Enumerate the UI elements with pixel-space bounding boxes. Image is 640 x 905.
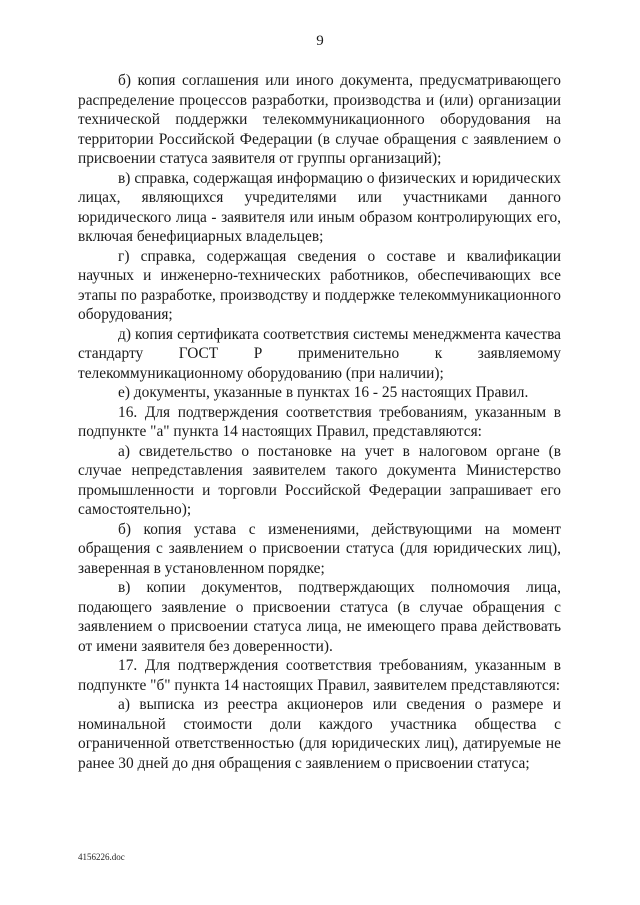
document-body <box>78 71 561 773</box>
paragraph-17a: а) выписка из реестра акционеров или сведения о размере и номинальной стоимости доли каждого участника общества с ограниченной ответственностью (для юридических лиц), датируемые не ранее 30 дней до дня обращения с заявлением о присвоении статуса; <box>78 696 561 772</box>
paragraph-16: 16. Для подтверждения соответствия требованиям, указанным в подпункте "а" пункта 14 настоящих Правил, представляются: <box>78 403 561 440</box>
paragraph-3d: д) копия сертификата соответствия системы менеджмента качества стандарту ГОСТ Р применительно к заявляемому телекоммуникационному оборудованию (при наличии); <box>78 325 561 382</box>
paragraph-16b: б) копия устава с изменениями, действующими на момент обращения с заявлением о присвоении статуса (для юридических лиц), заверенная в установленном порядке; <box>78 520 561 577</box>
paragraph-16a: а) свидетельство о постановке на учет в налоговом органе (в случае непредставления заявителем такого документа Министерство промышленности и торговли Российской Федерации запрашивает его самостоятельно); <box>78 442 561 518</box>
paragraph-3g: г) справка, содержащая сведения о составе и квалификации научных и инженерно-технических работников, обеспечивающих все этапы по разработке, производству и поддержке телекоммуникационного оборудования; <box>78 247 561 323</box>
paragraph-3b: б) копия соглашения или иного документа, предусматривающего распределение процессов разработки, производства и (или) организации технической поддержки телекоммуникационного оборудования на территории Российской Федерации (в случае обращения с заявлением о присвоении статуса заявителя от группы организаций); <box>78 72 561 167</box>
page-number: 9 <box>316 33 324 49</box>
paragraph-3v: в) справка, содержащая информацию о физических и юридических лицах, являющихся учредителями или участниками данного юридического лица - заявителя или иным образом контролирующих его, включая бенефициарных владельцев; <box>78 169 561 245</box>
paragraph-3e: е) документы, указанные в пунктах 16 - 25 настоящих Правил. <box>118 384 529 401</box>
footer-file-code: 4156226.doc <box>78 852 125 862</box>
paragraph-16v: в) копии документов, подтверждающих полномочия лица, подающего заявление о присвоении статуса (в случае обращения с заявлением о присвоении статуса лица, не имеющего права действовать от имени заявителя без доверенности). <box>78 579 561 655</box>
paragraph-17: 17. Для подтверждения соответствия требованиям, указанным в подпункте "б" пункта 14 настоящих Правил, заявителем представляются: <box>78 657 561 694</box>
